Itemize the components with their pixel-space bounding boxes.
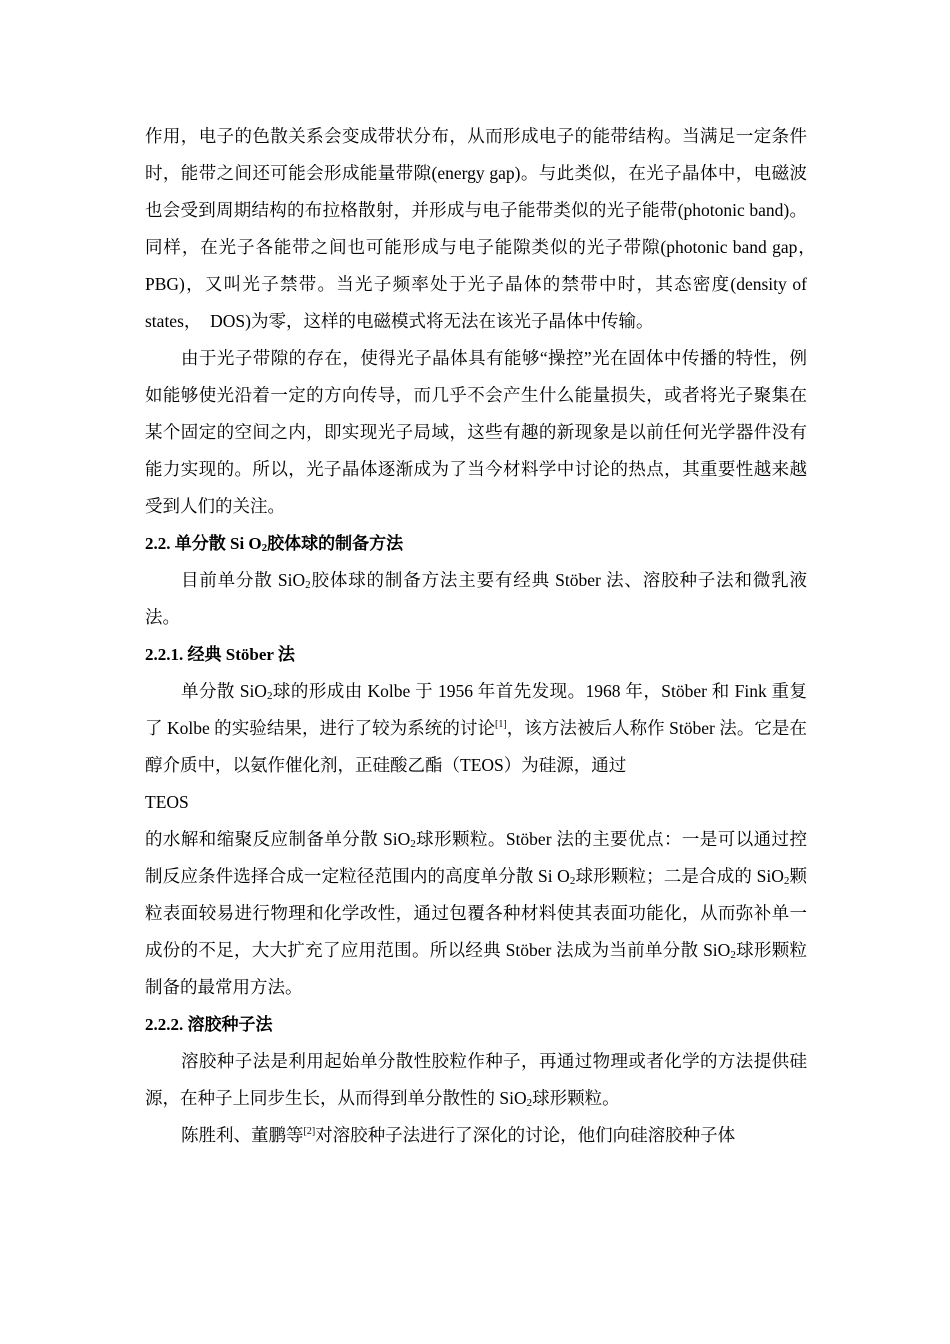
- paragraph-stober-advantages: [145, 821, 807, 1006]
- text-run: 球形颗粒。: [532, 1088, 620, 1108]
- text-run: 球形颗粒制备的最常用方法。: [145, 940, 808, 997]
- section-heading-2-2: [145, 525, 807, 562]
- citation-ref: [2]: [303, 1126, 316, 1137]
- text-run: 溶胶种子法是利用起始单分散性胶粒作种子，再通过物理或者化学的方法提供硅源，在种子上同步生长，从而得到单分散性的 SiO: [145, 1051, 807, 1108]
- text-run: 球形颗粒；二是合成的 SiO: [575, 866, 784, 886]
- document-body: [145, 118, 825, 1154]
- subscript: 2: [266, 690, 273, 702]
- text-run: 球形颗粒。Stöber 法的主要优点：一是可以通过控制反应条件选择合成一定粒径范围内的高度单分散 Si O: [145, 829, 807, 886]
- subscript: 2: [526, 1097, 533, 1109]
- paragraph-photonic-bandgap-significance: 由于光子带隙的存在，使得光子晶体具有能够“操控”光在固体中传播的特性，例如能够使光沿着一定的方向传导，而几乎不会产生什么能量损失，或者将光子聚集在某个固定的空间之内，即实现光子局域，这些有趣的新现象是以前任何光学器件没有能力实现的。所以，光子晶体逐渐成为了当今材料学中讨论的热点，其重要性越来越受到人们的关注。: [145, 348, 807, 516]
- paragraph-sol-seed-method: [145, 1043, 807, 1117]
- text-run: 的水解和缩聚反应制备单分散 SiO: [145, 829, 411, 849]
- section-heading-2-2-2: 2.2.2. 溶胶种子法: [145, 1015, 273, 1034]
- text-run: 单分散 SiO: [181, 681, 267, 701]
- subscript: 2: [305, 579, 311, 591]
- heading-text: 胶体球的制备方法: [267, 534, 404, 553]
- heading-text: 2.2. 单分散 Si O: [145, 534, 262, 553]
- text-run: 颗粒表面较易进行物理和化学改性，通过包覆各种材料使其表面功能化，从而弥补单一成份的不足，大大扩充了应用范围。所以经典 Stöber 法成为当前单分散 SiO: [145, 866, 808, 960]
- text-run: ，该方法被后人称作 Stöber 法。它是在醇介质中，以氨作催化剂，正硅酸乙酯（TEOS）为硅源，通过: [145, 718, 807, 775]
- text-run: 目前单分散 SiO: [181, 570, 306, 590]
- paragraph-chen-dong-research: [145, 1117, 807, 1154]
- subscript: 2: [569, 875, 576, 887]
- text-run: 陈胜利、董鹏等: [181, 1125, 304, 1145]
- section-heading-2-2-1: 2.2.1. 经典 Stöber 法: [145, 645, 295, 664]
- paragraph-stober-history: [145, 673, 807, 821]
- subscript: 2: [261, 542, 268, 554]
- text-run: 对溶胶种子法进行了深化的讨论，他们向硅溶胶种子体: [315, 1125, 736, 1145]
- subscript: 2: [783, 875, 790, 887]
- paragraph-preparation-methods: [145, 562, 807, 636]
- paragraph-photonic-band: 作用，电子的色散关系会变成带状分布，从而形成电子的能带结构。当满足一定条件时，能带之间还可能会形成能量带隙(energy gap)。与此类似，在光子晶体中，电磁波也会受到周期结构的布拉格散射，并形成与电子能带类似的光子能带(photonic band)。同样，在光子各能带之间也可能形成与电子能隙类似的光子带隙(photonic band gap， PBG)，又叫光子禁带。当光子频率处于光子晶体的禁带中时，其态密度(density of states， DOS)为零，这样的电磁模式将无法在该光子晶体中传输。: [145, 126, 825, 331]
- subscript: 2: [730, 949, 736, 961]
- text-run: 胶体球的制备方法主要有经典 Stöber 法、溶胶种子法和微乳液法。: [145, 570, 807, 627]
- subscript: 2: [410, 838, 416, 850]
- text-run: TEOS: [145, 792, 189, 812]
- text-run: 球的形成由 Kolbe 于 1956 年首先发现。1968 年，Stöber 和 Fink 重复了 Kolbe 的实验结果，进行了较为系统的讨论: [145, 681, 807, 738]
- citation-ref: [1]: [495, 719, 507, 730]
